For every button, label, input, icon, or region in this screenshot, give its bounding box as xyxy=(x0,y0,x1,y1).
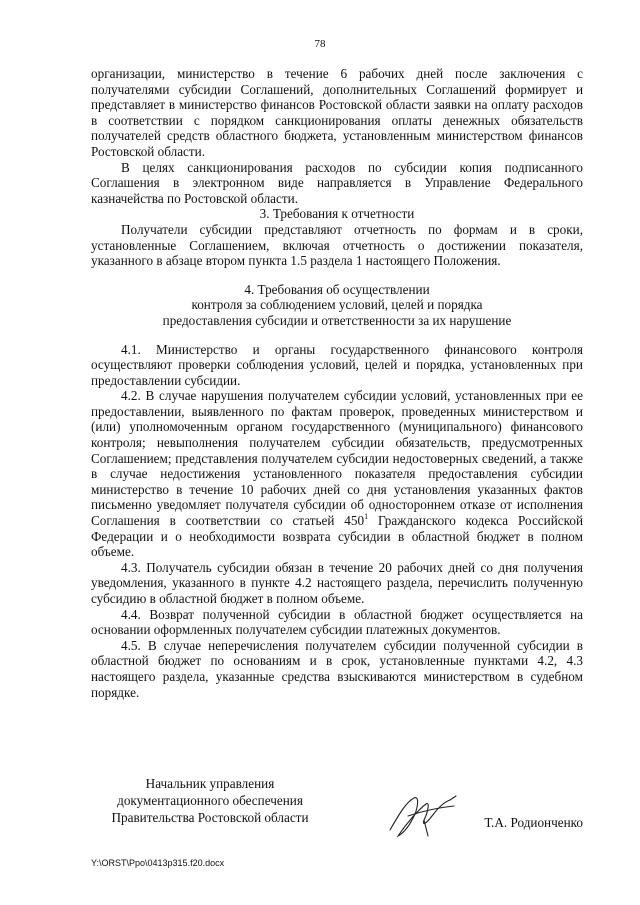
section-4-title xyxy=(91,282,583,329)
signer-position-line: Начальник управления xyxy=(145,776,275,791)
signer-position-line: документационного обеспечения xyxy=(117,793,303,808)
paragraph-4-1: 4.1. Министерство и органы государственного финансового контроля осуществляют проверки соблюдения условий, целей и порядка, установленных при предоставлении субсидии. xyxy=(91,341,583,388)
handwritten-signature xyxy=(384,790,464,842)
paragraph-4-2-text-end: Гражданского кодекса Российской Федерации и о необходимости возврата субсидии в областной бюджет в полном объеме. xyxy=(91,513,584,560)
section-4-title-line: предоставления субсидии и ответственности за их нарушение xyxy=(162,312,512,328)
paragraph-4-3: 4.3. Получатель субсидии обязан в течение 20 рабочих дней со дня получения уведомления, указанного в пункте 4.2 настоящего раздела, перечислить полученную субсидию в областной бюджет в полном объеме. xyxy=(91,559,583,606)
signer-position-line: Правительства Ростовской области xyxy=(111,810,309,825)
paragraph-continued: организации, министерство в течение 6 рабочих дней после заключения с получателями субсидии Соглашений, дополнительных Соглашений формирует и представляет в министерство финансов Ростовской области заявки на оплату расходов в соответствии с порядком санкционирования оплаты денежных обязательств получателей средств областного бюджета, установленным министерством финансов Ростовской области. xyxy=(91,66,583,159)
signer-position xyxy=(91,775,329,826)
document-body xyxy=(91,66,583,700)
section-4-title-line: контроля за соблюдением условий, целей и порядка xyxy=(191,297,483,313)
paragraph-4-2 xyxy=(91,388,583,560)
section-4-title-line: 4. Требования об осуществлении xyxy=(244,281,430,297)
section-3-title: 3. Требования к отчетности xyxy=(259,206,415,222)
file-path: Y:\ORST\Ppo\0413p315.f20.docx xyxy=(91,858,225,868)
paragraph-4-2-text: 4.2. В случае нарушения получателем субсидии условий, установленных при ее предоставлении, выявленного по фактам проверок, проведенных министерством и (или) уполномоченным органом государственного (муниципального) финансового контроля; невыполнения получателем субсидии обязательств, предусмотренных Соглашением; представления получателем субсидии недостоверных сведений, а также в случае недостижения установленного показателя предоставления субсидии министерство в течение 10 рабочих дней со дня установления указанных фактов письменно уведомляет получателя субсидии об одностороннем отказе от исполнения Соглашения в соответствии со статьей 450 xyxy=(91,388,583,529)
section-3-text: Получатели субсидии представляют отчетность по формам и в сроки, установленные Соглашением, включая отчетность о достижении показателя, указанного в абзаце втором пункта 1.5 раздела 1 настоящего Положения. xyxy=(91,221,583,269)
page-number: 78 xyxy=(314,38,326,50)
paragraph-sanction: В целях санкционирования расходов по субсидии копия подписанного Соглашения в электронном виде направляется в Управление Федерального казначейства по Ростовской области. xyxy=(91,159,583,206)
paragraph-4-4: 4.4. Возврат полученной субсидии в областной бюджет осуществляется на основании оформленных получателем субсидии платежных документов. xyxy=(91,606,583,638)
paragraph-4-5: 4.5. В случае неперечисления получателем субсидии полученной субсидии в областной бюджет по основаниям и в срок, установленные пунктами 4.2, 4.3 настоящего раздела, указанные средства взыскиваются министерством в судебном порядке. xyxy=(91,637,583,700)
article-superscript: 1 xyxy=(364,512,369,522)
signer-name: Т.А. Родионченко xyxy=(484,815,583,830)
